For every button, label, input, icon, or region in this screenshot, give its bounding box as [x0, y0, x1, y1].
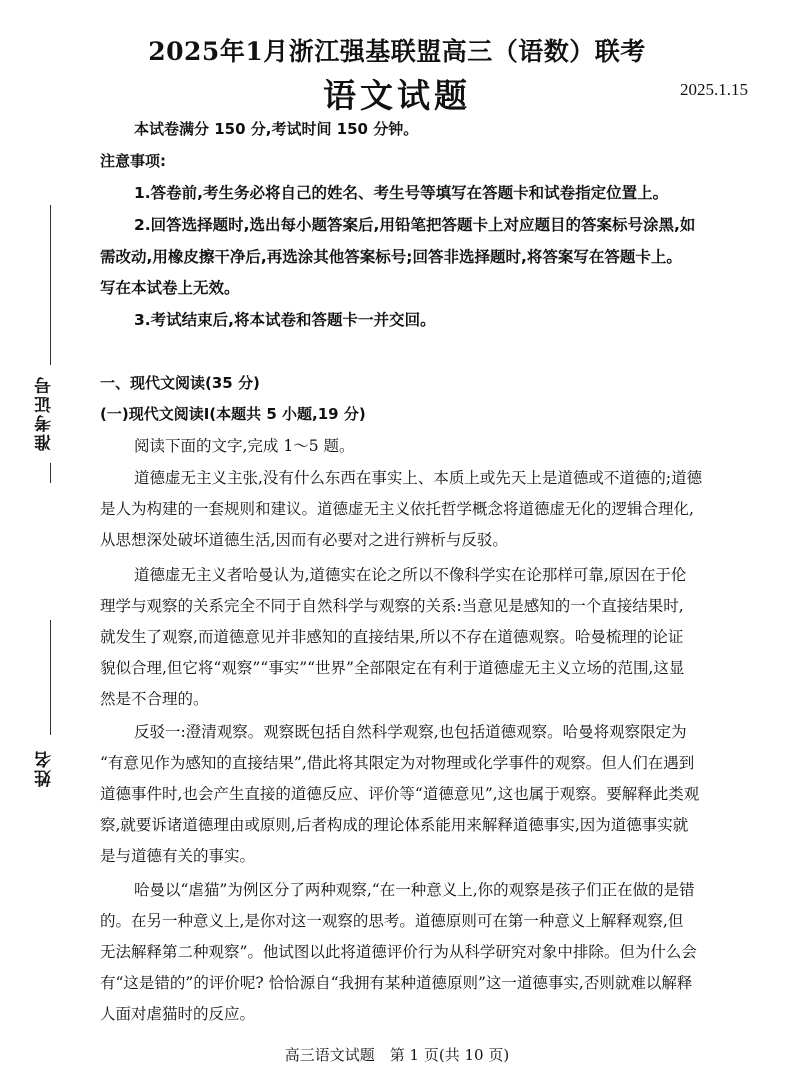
- notice-heading: 注意事项:: [100, 152, 166, 170]
- section-subheading: (一)现代文阅读Ⅰ(本题共 5 小题,19 分): [100, 405, 366, 423]
- passage-line: 就发生了观察,而道德意见并非感知的直接结果,所以不存在道德观察。哈曼梳理的论证: [100, 628, 684, 646]
- exam-date: 2025.1.15: [680, 80, 748, 99]
- passage-line: 是与道德有关的事实。: [100, 847, 256, 865]
- passage-line: 的。在另一种意义上,是你对这一观察的思考。道德原则可在第一种意义上解释观察,但: [100, 912, 684, 930]
- passage-line: 貌似合理,但它将“观察”“事实”“世界”全部限定在有利于道德虚无主义立场的范围,这显: [100, 659, 685, 677]
- passage-line: 理学与观察的关系完全不同于自然科学与观察的关系:当意见是感知的一个直接结果时,: [100, 597, 684, 615]
- notice-line: 1.答卷前,考生务必将自己的姓名、考生号等填写在答题卡和试卷指定位置上。: [134, 184, 669, 202]
- passage-line: “有意见作为感知的直接结果”,借此将其限定为对物理或化学事件的观察。但人们在遇到: [100, 754, 695, 772]
- passage-line: 道德事件时,也会产生直接的道德反应、评价等“道德意见”,这也属于观察。要解释此类观: [100, 785, 700, 803]
- passage-line: 反驳一:澄清观察。观察既包括自然科学观察,也包括道德观察。哈曼将观察限定为: [134, 723, 687, 741]
- notice-line: 需改动,用橡皮擦干净后,再选涂其他答案标号;回答非选择题时,将答案写在答题卡上。: [100, 248, 682, 266]
- exam-id-label: 准考证号: [30, 368, 60, 458]
- page-footer: 高三语文试题 第 1 页(共 10 页): [284, 1046, 510, 1064]
- exam-title: 2025年1月浙江强基联盟高三（语数）联考: [148, 37, 646, 66]
- section-heading: 一、现代文阅读(35 分): [100, 374, 260, 392]
- section-instruction: 阅读下面的文字,完成 1～5 题。: [134, 437, 355, 455]
- notice-line: 3.考试结束后,将本试卷和答题卡一并交回。: [134, 311, 436, 329]
- notice-line: 写在本试卷上无效。: [100, 279, 240, 297]
- notice-line: 2.回答选择题时,选出每小题答案后,用铅笔把答题卡上对应题目的答案标号涂黑,如: [134, 216, 696, 234]
- intro-text: 本试卷满分 150 分,考试时间 150 分钟。: [134, 120, 419, 138]
- passage-line: 哈曼以“虐猫”为例区分了两种观察,“在一种意义上,你的观察是孩子们正在做的是错: [134, 881, 695, 899]
- binding-line-mid: [50, 463, 51, 483]
- passage-line: 有“这是错的”的评价呢? 恰恰源自“我拥有某种道德原则”这一道德事实,否则就难以解释: [100, 974, 693, 992]
- passage-line: 无法解释第二种观察”。他试图以此将道德评价行为从科学研究对象中排除。但为什么会: [100, 943, 697, 961]
- passage-line: 从思想深处破坏道德生活,因而有必要对之进行辨析与反驳。: [100, 531, 508, 549]
- passage-line: 察,就要诉诸道德理由或原则,后者构成的理论体系能用来解释道德事实,因为道德事实就: [100, 816, 689, 834]
- passage-line: 道德虚无主义者哈曼认为,道德实在论之所以不像科学实在论那样可靠,原因在于伦: [134, 566, 687, 584]
- name-label: 姓名: [30, 738, 60, 798]
- passage-line: 是人为构建的一套规则和建议。道德虚无主义依托哲学概念将道德虚无化的逻辑合理化,: [100, 500, 694, 518]
- passage-line: 人面对虐猫时的反应。: [100, 1005, 256, 1023]
- passage-line: 道德虚无主义主张,没有什么东西在事实上、本质上或先天上是道德或不道德的;道德: [134, 469, 703, 487]
- passage-line: 然是不合理的。: [100, 690, 209, 708]
- binding-line-top: [50, 205, 51, 365]
- binding-line-lower: [50, 620, 51, 735]
- subject-title: 语文试题: [323, 76, 471, 115]
